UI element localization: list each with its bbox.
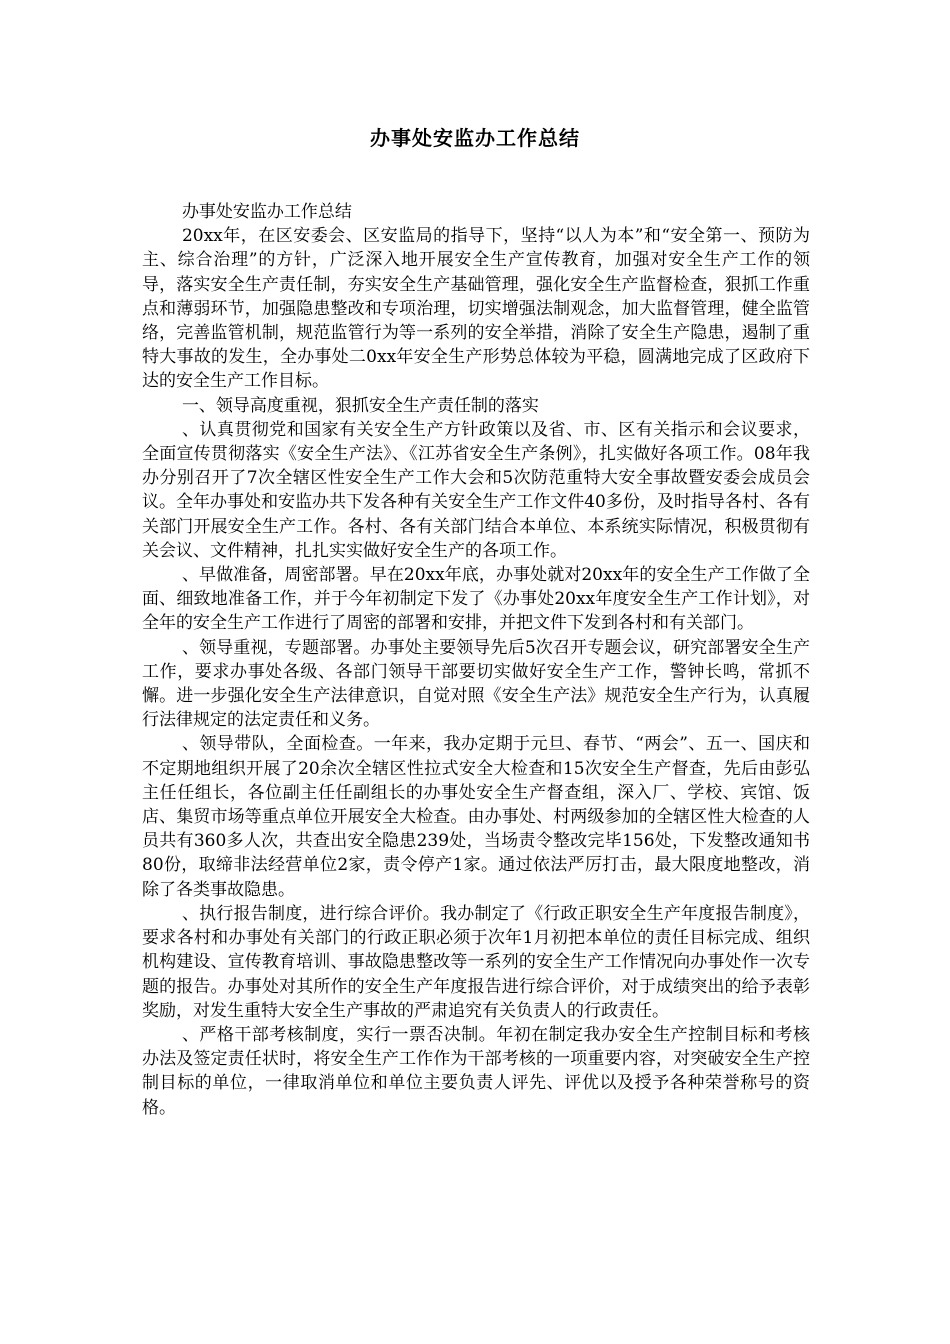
paragraph-item-3: 、领导重视，专题部署。办事处主要领导先后5次召开专题会议，研究部署安全生产工作，要求办事处各级、各部门领导干部要切实做好安全生产工作，警钟长鸣，常抓不懈。进一步强化安全生产法律意识，自觉对照《安全生产法》规范安全生产行为，认真履行法律规定的法定责任和义务。 [142, 637, 810, 731]
section-heading-1: 一、领导高度重视，狠抓安全生产责任制的落实 [181, 395, 539, 416]
document-title: 办事处安监办工作总结 [370, 126, 580, 150]
paragraph-item-6: 、严格干部考核制度，实行一票否决制。年初在制定我办安全生产控制目标和考核办法及签定责任状时，将安全生产工作作为干部考核的一项重要内容，对突破安全生产控制目标的单位，一律取消单位和单位主要负责人评先、评优以及授予各种荣誉称号的资格。 [142, 1024, 810, 1118]
paragraph-item-5: 、执行报告制度，进行综合评价。我办制定了《行政正职安全生产年度报告制度》，要求各村和办事处有关部门的行政正职必须于次年1月初把本单位的责任目标完成、组织机构建设、宣传教育培训、事故隐患整改等一系列的安全生产工作情况向办事处作一次专题的报告。办事处对其所作的安全生产年度报告进行综合评价，对于成绩突出的给予表彰奖励，对发生重特大安全生产事故的严肃追究有关负责人的行政责任。 [142, 903, 810, 1021]
paragraph-item-4: 、领导带队，全面检查。一年来，我办定期于元旦、春节、“两会”、五一、国庆和不定期地组织开展了20余次全辖区性拉式安全大检查和15次安全生产督查，先后由彭弘主任任组长，各位副主任任副组长的办事处安全生产督查组，深入厂、学校、宾馆、饭店、集贸市场等重点单位开展安全大检查。由办事处、村两级参加的全辖区性大检查的人员共有360多人次，共查出安全隐患239处，当场责令整改完毕156处，下发整改通知书80份，取缔非法经营单位2家，责令停产1家。通过依法严厉打击，最大限度地整改，消除了各类事故隐患。 [142, 734, 810, 900]
paragraph-item-2: 、早做准备，周密部署。早在20xx年底，办事处就对20xx年的安全生产工作做了全面、细致地准备工作，并于今年初制定下发了《办事处20xx年度安全生产工作计划》，对全年的安全生产工作进行了周密的部署和安排，并把文件下发到各村和有关部门。 [142, 565, 810, 634]
paragraph-item-1: 、认真贯彻党和国家有关安全生产方针政策以及省、市、区有关指示和会议要求，全面宣传贯彻落实《安全生产法》、《江苏省安全生产条例》，扎实做好各项工作。08年我办分别召开了7次全辖区性安全生产工作大会和5次防范重特大安全事故暨安委会成员会议。全年办事处和安监办共下发各种有关安全生产工作文件40多份，及时指导各村、各有关部门开展安全生产工作。各村、各有关部门结合本单位、本系统实际情况，积极贯彻有关会议、文件精神，扎扎实实做好安全生产的各项工作。 [142, 419, 810, 561]
document-body [142, 200, 810, 1120]
paragraph-intro: 20xx年，在区安委会、区安监局的指导下，坚持“以人为本”和“安全第一、预防为主、综合治理”的方针，广泛深入地开展安全生产宣传教育，加强对安全生产工作的领导，落实安全生产责任制，夯实安全生产基础管理，强化安全生产监督检查，狠抓工作重点和薄弱环节，加强隐患整改和专项治理，切实增强法制观念，加大监督管理，健全监管络，完善监管机制，规范监管行为等一系列的安全举措，消除了安全生产隐患，遏制了重特大事故的发生，全办事处二0xx年安全生产形势总体较为平稳，圆满地完成了区政府下达的安全生产工作目标。 [142, 226, 810, 392]
paragraph-subtitle: 办事处安监办工作总结 [181, 202, 352, 222]
